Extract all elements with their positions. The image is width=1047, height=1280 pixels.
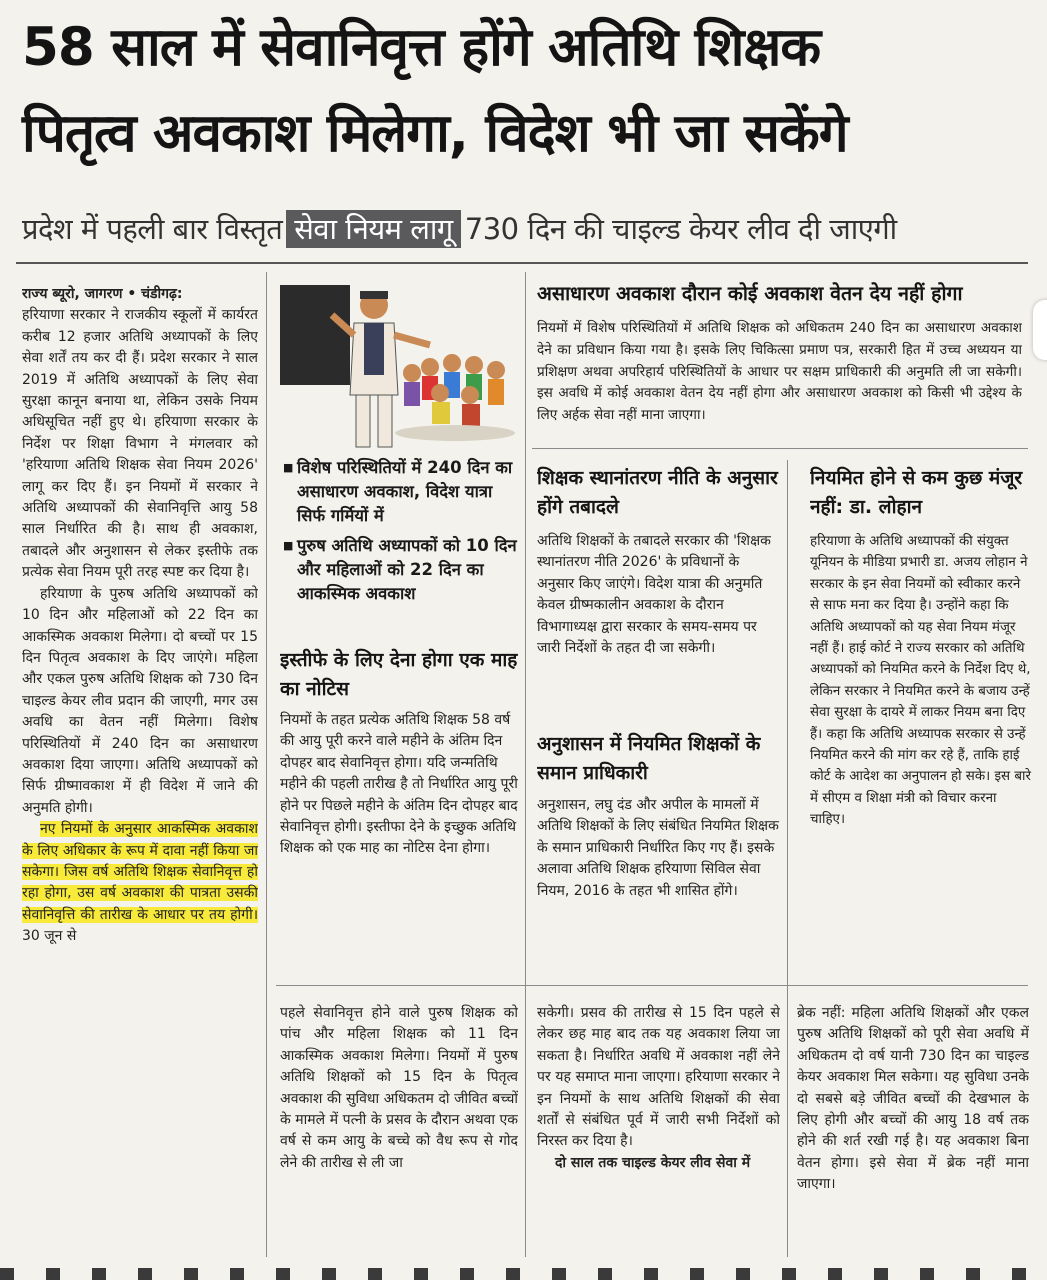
continuation-3-text: सकेगी। प्रसव की तारीख से 15 दिन पहले से लेकर छह माह बाद तक यह अवकाश लिया जा सकता है। निर्धारित अवधि में अवकाश नहीं लेने पर यह समाप्त माना जाएगा। हरियाणा सरकार ने इन नियमों के साथ अतिथि शिक्षकों की सेवा शर्तों से संबंधित पूर्व में जारी सभी निर्देशों को निरस्त कर दिया है। bbox=[537, 1005, 780, 1150]
scroll-handle[interactable] bbox=[1033, 300, 1047, 360]
lohan-heading: नियमित होने से कम कुछ मंजूर नहीं: डा. लोहान bbox=[810, 467, 1023, 518]
discipline-heading: अनुशासन में नियमित शिक्षकों के समान प्राधिकारी bbox=[537, 733, 761, 784]
subheadline-pre: प्रदेश में पहली बार विस्तृत bbox=[22, 212, 283, 246]
column-divider-3 bbox=[787, 460, 788, 1257]
subheadline-post: 730 दिन की चाइल्ड केयर लीव दी जाएगी bbox=[464, 212, 897, 246]
resign-body: नियमों के तहत प्रत्येक अतिथि शिक्षक 58 वर्ष की आयु पूरी करने वाले महीने के अंतिम दिन दोपहर बाद सेवानिवृत्त होगा। यदि जन्मतिथि महीने की पहली तारीख है तो निर्धारित आयु पूरी होने पर पिछले महीने के अंतिम दिन दोपहर बाद सेवानिवृत्त होगी। इस्तीफा देने के इच्छुक अतिथि शिक्षक को एक माह का नोटिस देना होगा। bbox=[280, 712, 518, 857]
transfer-body: अतिथि शिक्षकों के तबादले सरकार की 'शिक्षक स्थानांतरण नीति 2026' के प्रविधानों के अनुसार किए जाएंगे। विदेश यात्रा की अनुमति केवल ग्रीष्मकालीन अवकाश के दौरान विभागाध्यक्ष द्वारा सरकार के समय-समय पर जारी निर्देशों के तहत दी जा सकेगी। bbox=[537, 533, 771, 657]
column-divider-2 bbox=[525, 272, 526, 1257]
continuation-column-3 bbox=[537, 1003, 780, 1255]
lower-rule bbox=[276, 985, 1028, 986]
main-story-body-2: हरियाणा के पुरुष अतिथि अध्यापकों को 10 दिन और महिलाओं को 22 दिन का आकस्मिक अवकाश मिलेगा। दो बच्चों पर 15 दिन पितृत्व अवकाश के दिए जाएंगे। महिला और एकल पुरुष अतिथि शिक्षक को 730 दिन चाइल्ड केयर लीव प्रदान की जाएगी, मगर उस अवधि का वेतन नहीं मिलेगा। विशेष परिस्थितियों में 240 दिन का असाधारण अवकाश दिया जाएगा। अतिथि अध्यापकों को सिर्फ ग्रीष्मावकाश में ही विदेश में जाने की अनुमति होगी। bbox=[22, 585, 258, 816]
subheadline bbox=[22, 203, 1032, 255]
continuation-column-4: ब्रेक नहीं: महिला अतिथि शिक्षकों और एकल पुरुष अतिथि शिक्षकों को पूरी सेवा अवधि में अधिकतम दो वर्ष यानी 730 दिन का चाइल्ड केयर अवकाश मिल सकेगा। यह सुविधा उनके दो सबसे बड़े जीवित बच्चों की देखभाल के लिए होगी और बच्चों की आयु 18 वर्ष तक होने की शर्त रखी गई है। यह अवकाश बिना वेतन होगा। इसे सेवा में ब्रेक नहीं माना जाएगा। bbox=[797, 1005, 1029, 1193]
box-rule bbox=[532, 448, 1028, 449]
column-divider-1 bbox=[266, 272, 267, 1257]
lohan-body: हरियाणा के अतिथि अध्यापकों की संयुक्त यूनियन के मीडिया प्रभारी डा. अजय लोहान ने सरकार के इन सेवा नियमों को स्वीकार करने से साफ मना कर दिया है। उन्होंने कहा कि अतिथि अध्यापकों को यह सेवा नियम मंजूर नहीं हैं। हाई कोर्ट ने राज्य सरकार को अतिथि अध्यापकों को नियमित करने के निर्देश दिए थे, लेकिन सरकार ने नियमित करने के बजाय उन्हें सेवा सुरक्षा के दायरे में लाकर नियम बना दिए हैं। कहा कि अतिथि अध्यापक सरकार से उन्हें नियमित करने की मांग कर रहे हैं, ताकि हाई कोर्ट के आदेश का अनुपालन हो सके। इस बारे में सीएम व शिक्षा मंत्री को विचार करना चाहिए। bbox=[810, 534, 1031, 828]
main-story-column bbox=[22, 284, 258, 1252]
byline: राज्य ब्यूरो, जागरण • चंडीगढ़: bbox=[22, 286, 183, 302]
top-rule bbox=[16, 262, 1028, 264]
main-story-tail: 30 जून से bbox=[22, 928, 77, 945]
key-points-list bbox=[283, 456, 523, 612]
cropped-next-line bbox=[0, 1262, 1047, 1280]
extraordinary-heading: असाधारण अवकाश दौरान कोई अवकाश वेतन देय नहीं होगा bbox=[537, 282, 963, 305]
key-point: ■ पुरुष अतिथि अध्यापकों को 10 दिन और महिलाओं को 22 दिन का आकस्मिक अवकाश bbox=[283, 534, 523, 606]
headline-line-1: 58 साल में सेवानिवृत्त होंगे अतिथि शिक्षक bbox=[22, 17, 821, 78]
headline-line-2: पितृत्व अवकाश मिलेगा, विदेश भी जा सकेंगे bbox=[22, 103, 848, 164]
highlighted-text: नए नियमों के अनुसार आकस्मिक अवकाश के लिए अधिकार के रूप में दावा नहीं किया जा सकेगा। जिस वर्ष अतिथि शिक्षक सेवानिवृत्त हो रहा होगा, उस वर्ष अवकाश की पात्रता उसकी सेवानिवृत्ति की तारीख के आधार पर तय होगी। bbox=[22, 821, 258, 923]
extraordinary-body: नियमों में विशेष परिस्थितियों में अतिथि शिक्षक को अधिकतम 240 दिन का असाधारण अवकाश देने का प्रविधान किया गया है। इसके लिए चिकित्सा प्रमाण पत्र, सरकारी हित में उच्च अध्ययन या प्रशिक्षण अथवा अपरिहार्य परिस्थितियों के आधार पर सक्षम प्राधिकारी की अनुमति ली जा सकेगी। इस अवधि में कोई अवकाश वेतन देय नहीं होगा और असाधारण अवकाश को किसी भी उद्देश्य के लिए अर्हक सेवा नहीं माना जाएगा। bbox=[537, 320, 1022, 424]
key-point: ■ विशेष परिस्थितियों में 240 दिन का असाधारण अवकाश, विदेश यात्रा सिर्फ गर्मियों में bbox=[283, 456, 523, 528]
subheadline-tag: सेवा नियम लागू bbox=[286, 210, 460, 248]
teacher-students-image bbox=[280, 275, 520, 455]
resign-heading: इस्तीफे के लिए देना होगा एक माह का नोटिस bbox=[280, 649, 518, 700]
continuation-3-subhead: दो साल तक चाइल्ड केयर लीव सेवा में bbox=[555, 1154, 751, 1171]
teacher-illustration bbox=[280, 275, 520, 455]
discipline-body: अनुशासन, लघु दंड और अपील के मामलों में अतिथि शिक्षकों के लिए संबंधित नियमित शिक्षक के समान प्राधिकारी निर्धारित किए गए हैं। इसके अलावा अतिथि शिक्षक हरियाणा सिविल सेवा नियम, 2016 के तहत भी शासित होंगे। bbox=[537, 797, 779, 899]
main-story-body-1: हरियाणा सरकार ने राजकीय स्कूलों में कार्यरत करीब 12 हजार अतिथि अध्यापकों के लिए सेवा शर्तें तय कर दी हैं। प्रदेश सरकार ने साल 2019 में अतिथि अध्यापकों के लिए सेवा सुरक्षा कानून बनाया था, लेकिन उसके नियम अधिसूचित नहीं हुए थे। हरियाणा सरकार के निर्देश पर शिक्षा विभाग ने मंगलवार को 'हरियाणा अतिथि शिक्षक सेवा नियम 2026' लागू कर दिए हैं। इन नियमों में सरकार ने अतिथि अध्यापकों की सेवानिवृत्ति आयु 58 साल निर्धारित की है। साथ ही अवकाश, तबादले और अनुशासन से लेकर इस्तीफे तक प्रत्येक सेवा नियम पूरी तरह स्पष्ट कर दिया है। bbox=[22, 307, 258, 581]
continuation-column-2: पहले सेवानिवृत्त होने वाले पुरुष शिक्षक को पांच और महिला शिक्षक को 11 दिन आकस्मिक अवकाश मिलेगा। नियमों में पुरुष अतिथि शिक्षकों को 15 दिन के पितृत्व अवकाश की सुविधा अधिकतम दो जीवित बच्चों के मामले में पत्नी के प्रसव के दौरान अथवा एक वर्ष से कम आयु के बच्चे को वैध रूप से गोद लेने की तारीख से ली जा bbox=[280, 1005, 518, 1171]
transfer-heading: शिक्षक स्थानांतरण नीति के अनुसार होंगे तबादले bbox=[537, 467, 778, 518]
